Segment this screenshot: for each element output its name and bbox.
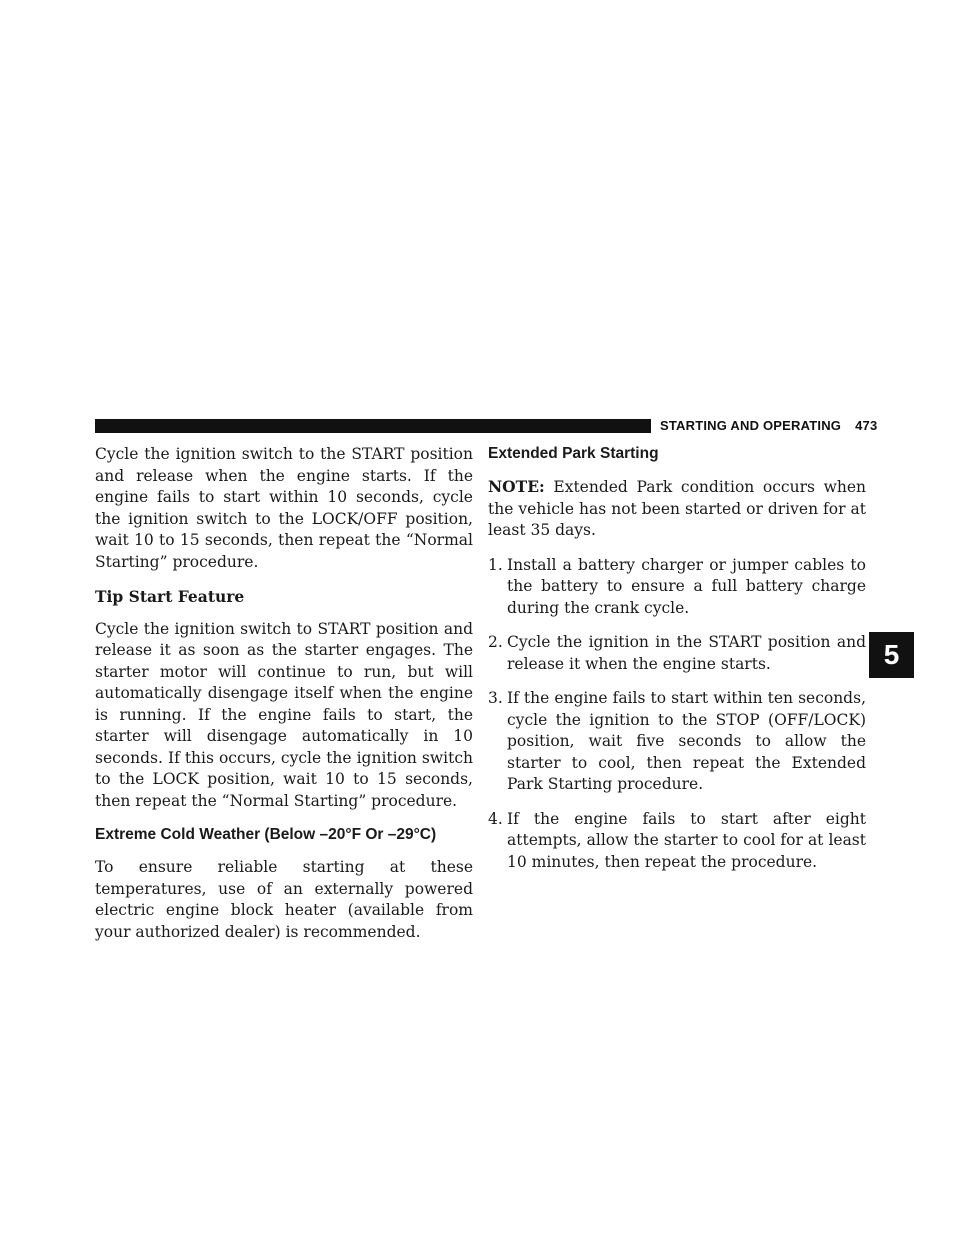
list-item [488, 632, 866, 675]
step-text: If the engine fails to start after eight attempts, allow the starter to cool for at least 10 minutes, then repeat the procedure. [507, 809, 866, 871]
list-item [488, 688, 866, 796]
extended-park-heading: Extended Park Starting [488, 445, 659, 462]
section-title: STARTING AND OPERATING [660, 418, 842, 433]
right-column [488, 444, 866, 886]
tip-start-paragraph: Cycle the ignition switch to START position and release it as soon as the starter engages. The starter motor will continue to run, but will automatically disengage itself when the engine is running. If the engine fails to start, the starter will disengage automatically in 10 seconds. If this occurs, cycle the ignition switch to the LOCK position, wait 10 to 15 seconds, then repeat the “Normal Starting” procedure. [95, 619, 473, 810]
step-number: 1. [488, 555, 503, 574]
step-number: 2. [488, 633, 503, 651]
page-number: 473 [855, 418, 878, 433]
running-header [660, 418, 877, 433]
note-paragraph [488, 476, 866, 542]
step-text: Cycle the ignition in the START position and release it when the engine starts. [507, 633, 866, 673]
note-text: Extended Park condition occurs when the vehicle has not been started or driven for at least 35 days. [488, 478, 866, 539]
step-text: If the engine fails to start within ten seconds, cycle the ignition to the STOP (OFF/LOCK) position, wait five seconds to allow the starter to cool, then repeat the Extended Park Starting procedure. [507, 689, 866, 793]
tip-start-heading: Tip Start Feature [95, 587, 245, 606]
left-column [95, 444, 473, 956]
intro-paragraph: Cycle the ignition switch to the START position and release when the engine starts. If the engine fails to start within 10 seconds, cycle the ignition switch to the LOCK/OFF position, wait 10 to 15 seconds, then repeat the “Normal Starting” procedure. [95, 445, 473, 571]
step-text: Install a battery charger or jumper cables to the battery to ensure a full battery charge during the crank cycle. [507, 555, 866, 617]
header-rule [95, 419, 651, 433]
step-number: 4. [488, 809, 503, 828]
list-item [488, 809, 866, 874]
chapter-tab: 5 [869, 632, 914, 678]
list-item [488, 555, 866, 620]
step-number: 3. [488, 689, 503, 707]
cold-weather-paragraph: To ensure reliable starting at these temperatures, use of an externally powered electric engine block heater (available from your authorized dealer) is recommended. [95, 858, 473, 941]
steps-list [488, 555, 866, 874]
note-label: NOTE: [488, 477, 545, 496]
cold-weather-heading: Extreme Cold Weather (Below –20°F Or –29°C) [95, 826, 437, 843]
